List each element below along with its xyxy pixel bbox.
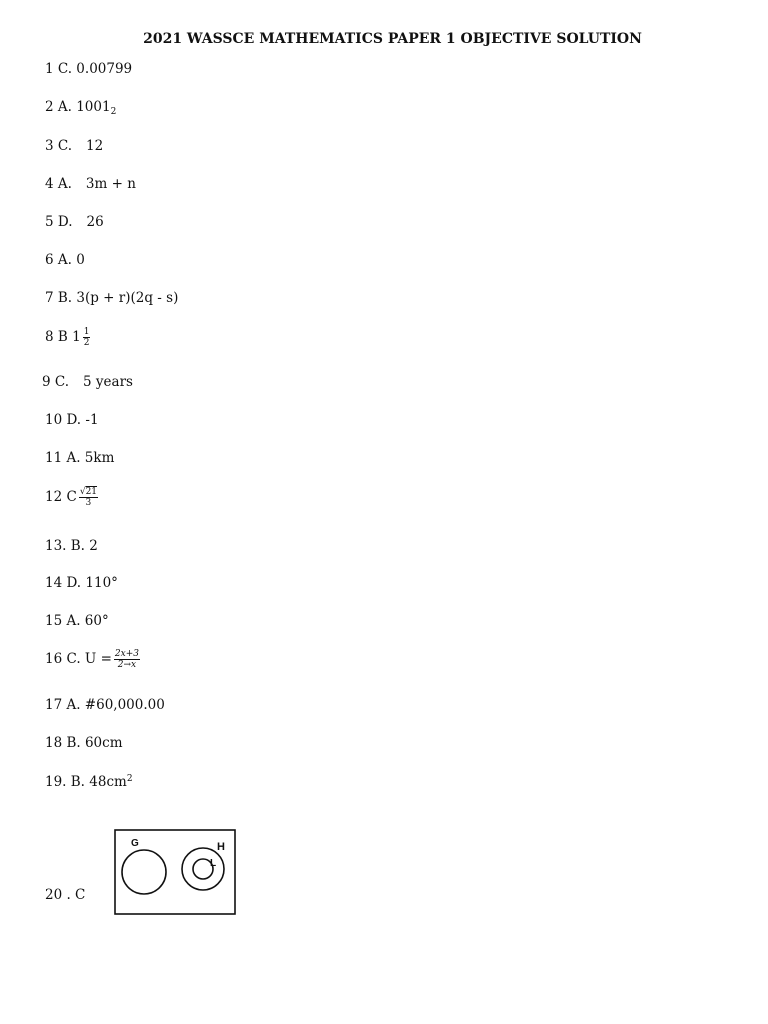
answer-12 <box>45 487 98 509</box>
answer-12-text: 12 C <box>45 489 77 506</box>
answer-3-value: 12 <box>86 138 104 154</box>
answer-5-number: 5 D. <box>45 214 73 230</box>
answer-5 <box>45 216 104 230</box>
answer-9 <box>42 376 133 390</box>
answer-5-value: 26 <box>86 214 104 230</box>
answer-1: 1 C. 0.00799 <box>45 61 133 77</box>
answer-8-text: 8 B 1 <box>45 329 81 346</box>
answer-12-radicand: 21 <box>85 487 98 497</box>
answer-15: 15 A. 60° <box>45 613 109 629</box>
venn-diagram <box>114 829 236 915</box>
answer-8-fraction <box>83 327 91 349</box>
answer-11: 11 A. 5km <box>45 450 115 466</box>
answer-16-text: 16 C. U = <box>45 651 112 668</box>
answer-14: 14 D. 110° <box>45 575 118 591</box>
answer-2-text: 2 A. 1001 <box>45 99 111 115</box>
venn-label-h: H <box>217 841 225 853</box>
answer-3 <box>45 140 103 154</box>
sqrt-sign: √ <box>79 487 86 497</box>
answer-3-number: 3 C. <box>45 138 73 154</box>
answer-19-text: 19. B. 48cm <box>45 774 127 790</box>
answer-6: 6 A. 0 <box>45 252 85 268</box>
venn-label-g: G <box>131 838 139 849</box>
answer-9-number: 9 C. <box>42 374 70 390</box>
answer-4-number: 4 A. <box>45 176 72 192</box>
answer-16 <box>45 649 140 671</box>
answer-19 <box>45 775 133 790</box>
answer-9-value: 5 years <box>83 374 133 390</box>
venn-label-l: L <box>210 858 217 869</box>
answer-13: 13. B. 2 <box>45 538 98 554</box>
answer-20: 20 . C <box>45 887 86 903</box>
answer-16-numerator: 2x+3 <box>114 649 139 659</box>
answer-16-fraction <box>114 649 140 671</box>
answer-4 <box>45 178 136 192</box>
answer-10: 10 D. -1 <box>45 412 99 428</box>
answer-18: 18 B. 60cm <box>45 735 123 751</box>
answer-19-superscript: 2 <box>126 774 133 784</box>
answer-4-value: 3m + n <box>85 176 136 192</box>
answer-8 <box>45 327 90 349</box>
answer-16-denominator: 2→x <box>117 660 137 671</box>
page-title: 2021 WASSCE MATHEMATICS PAPER 1 OBJECTIVE SOLUTION <box>143 31 642 47</box>
answer-12-denominator: 3 <box>85 498 92 509</box>
answer-8-numerator: 1 <box>83 327 90 337</box>
answer-17: 17 A. #60,000.00 <box>45 697 165 713</box>
answer-2-subscript: 2 <box>110 107 117 117</box>
answer-12-numerator <box>79 487 98 498</box>
answer-2 <box>45 101 116 117</box>
answer-7: 7 B. 3(p + r)(2q - s) <box>45 290 179 306</box>
answer-8-denominator: 2 <box>83 338 90 349</box>
answer-12-fraction <box>79 487 98 509</box>
